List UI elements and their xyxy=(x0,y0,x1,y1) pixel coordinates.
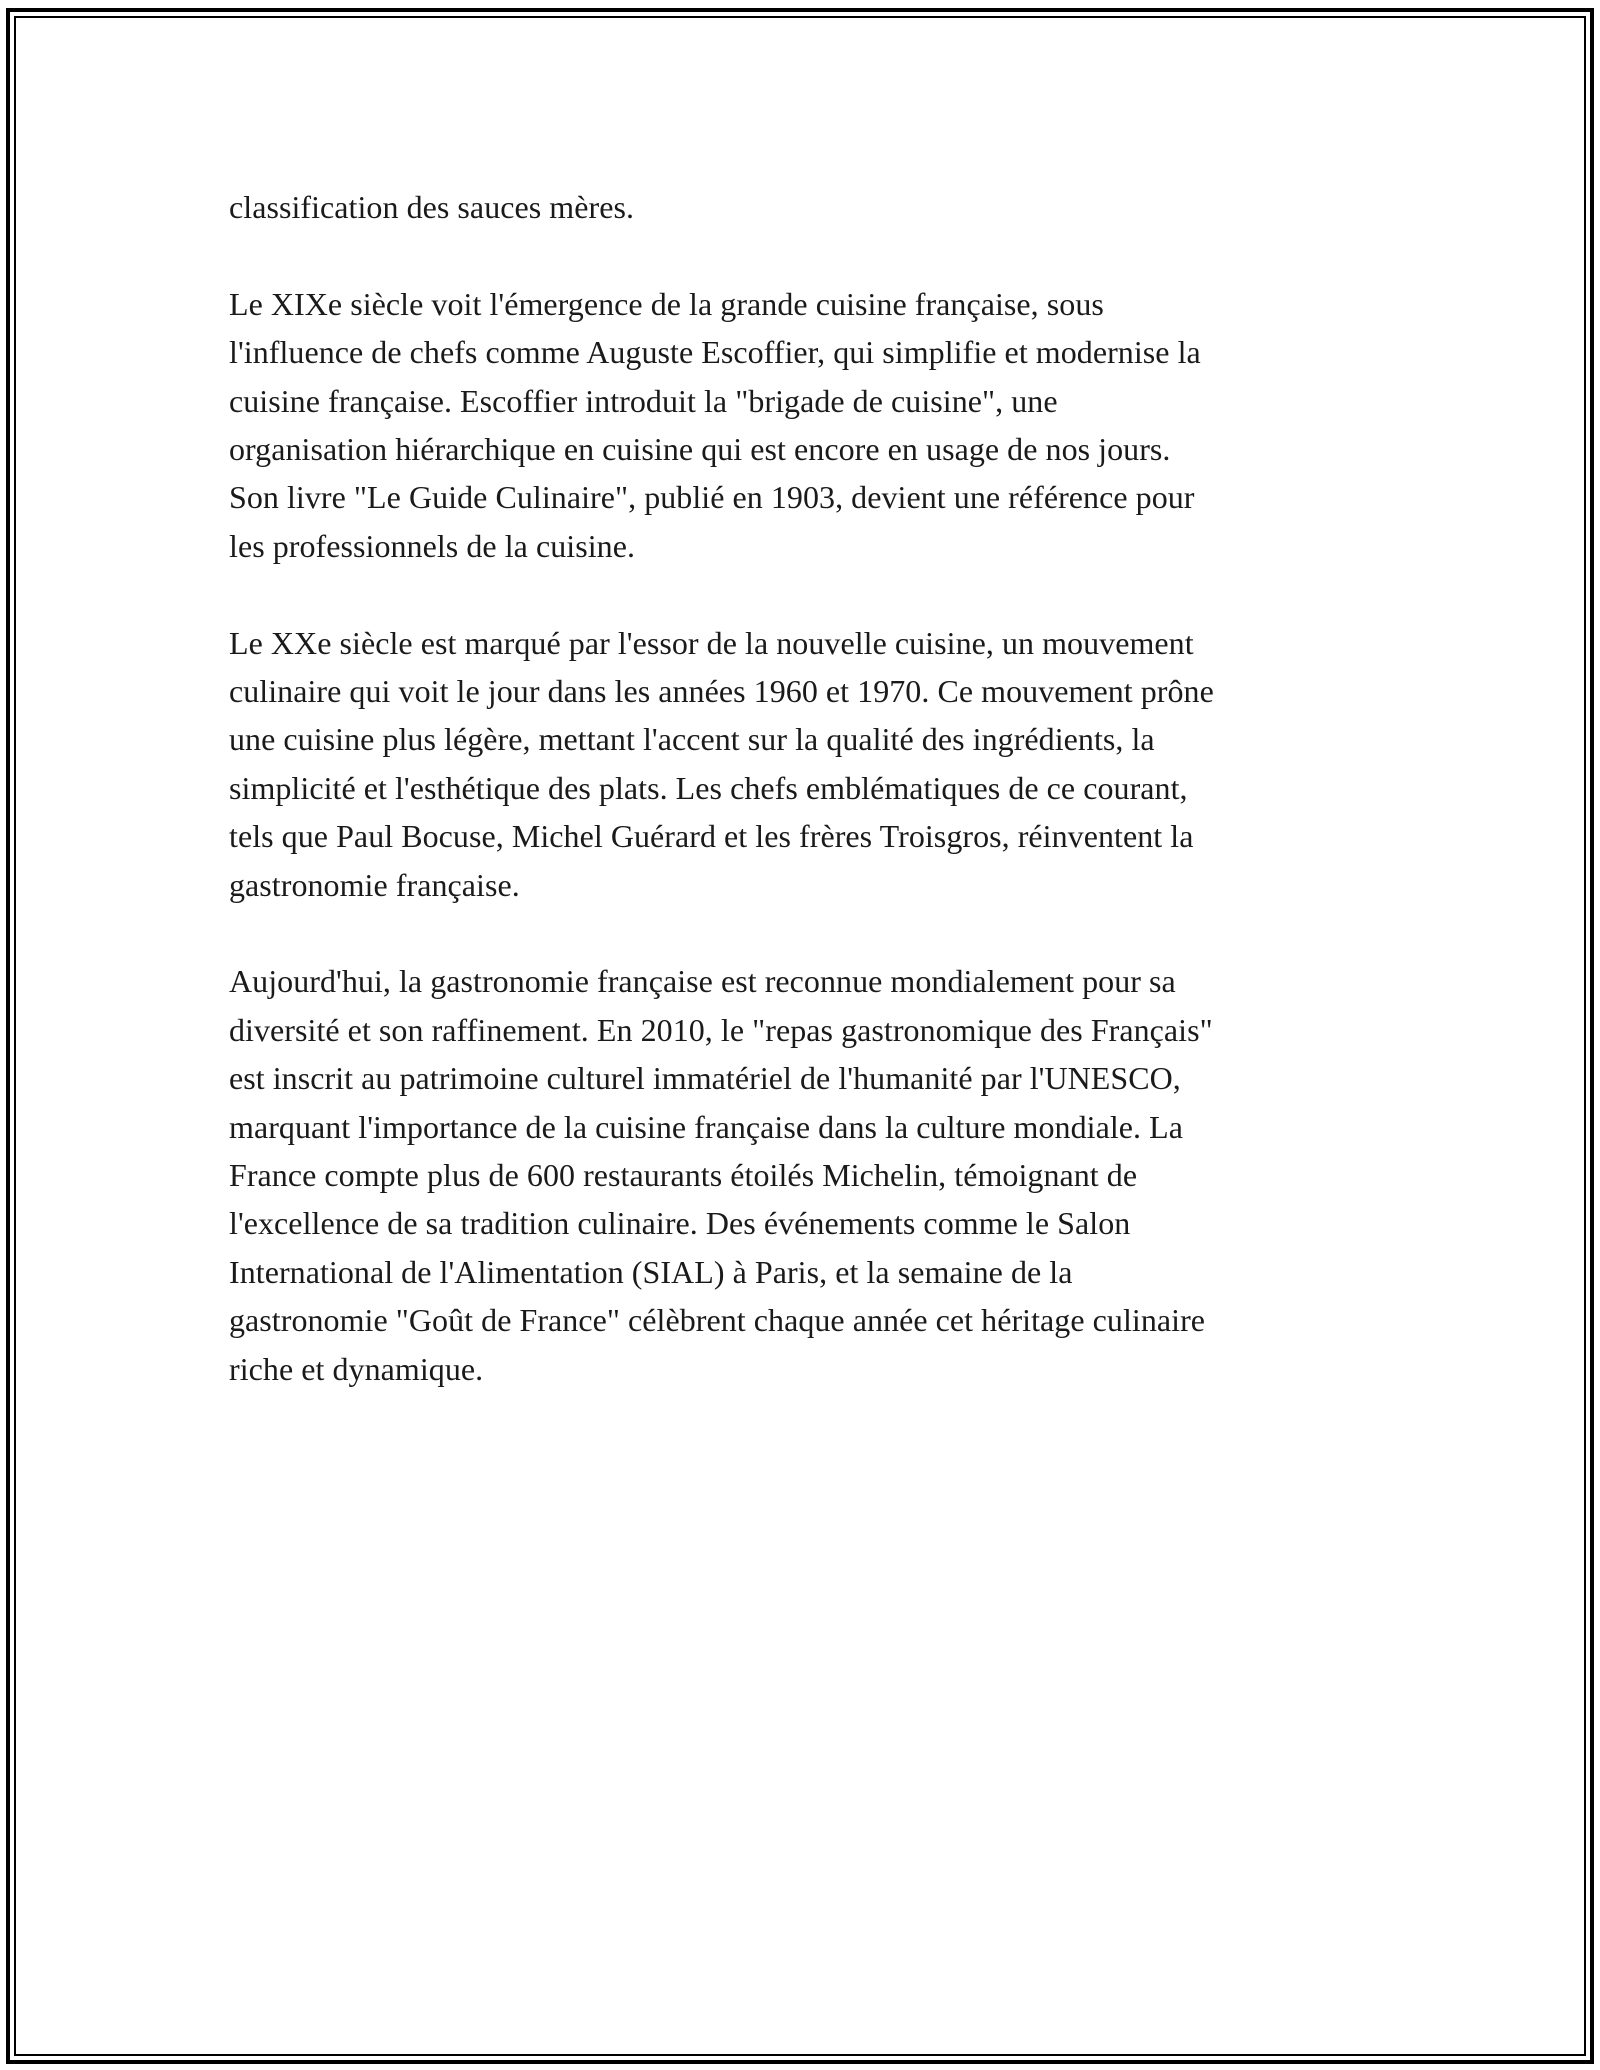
paragraph-aujourdhui: Aujourd'hui, la gastronomie française est reconnue mondialement pour sa diversité et son raffinement. En 2010, le "repas gastronomique des Français" est inscrit au patrimoine culturel immatériel de l'humanité par l'UNESCO, marquant l'importance de la cuisine française dans la culture mondiale. La France compte plus de 600 restaurants étoilés Michelin, témoignant de l'excellence de sa tradition culinaire. Des événements comme le Salon International de l'Alimentation (SIAL) à Paris, et la semaine de la gastronomie "Goût de France" célèbrent chaque année cet héritage culinaire riche et dynamique. xyxy=(229,963,1213,1387)
paragraph-xxe-siecle: Le XXe siècle est marqué par l'essor de la nouvelle cuisine, un mouvement culinaire qui voit le jour dans les années 1960 et 1970. Ce mouvement prône une cuisine plus légère, mettant l'accent sur la qualité des ingrédients, la simplicité et l'esthétique des plats. Les chefs emblématiques de ce courant, tels que Paul Bocuse, Michel Guérard et les frères Troisgros, réinventent la gastronomie française. xyxy=(229,624,1214,903)
document-body xyxy=(229,183,1379,1442)
paragraph-sauces-continuation: classification des sauces mères. xyxy=(229,189,635,225)
paragraph-xixe-siecle: Le XIXe siècle voit l'émergence de la grande cuisine française, sous l'influence de chefs comme Auguste Escoffier, qui simplifie et modernise la cuisine française. Escoffier introduit la "brigade de cuisine", une organisation hiérarchique en cuisine qui est encore en usage de nos jours. Son livre "Le Guide Culinaire", publié en 1903, devient une référence pour les professionnels de la cuisine. xyxy=(229,285,1201,564)
